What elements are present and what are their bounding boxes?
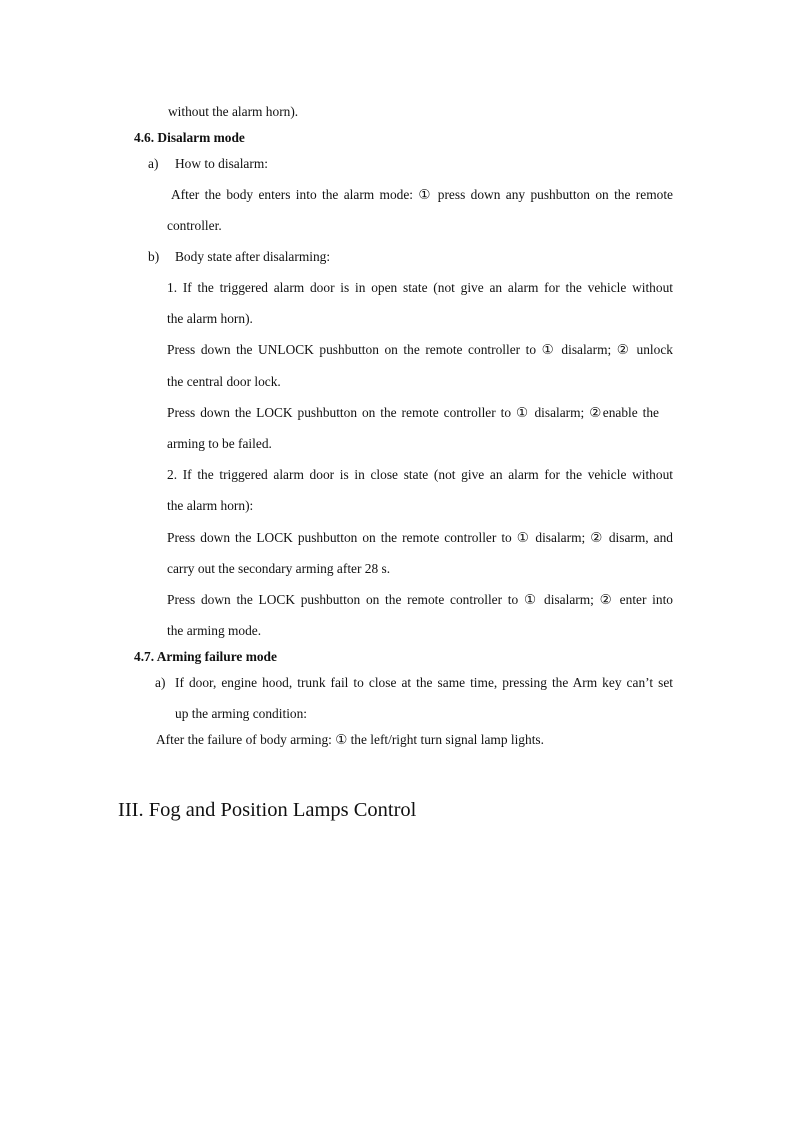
text-line: 1. If the triggered alarm door is in open state (not give an alarm for the vehicle without xyxy=(167,280,673,295)
text-line: Press down the UNLOCK pushbutton on the remote controller to ① disalarm; ② unlock xyxy=(167,342,673,357)
section-heading-4-6: 4.6. Disalarm mode xyxy=(134,130,245,145)
text-line: controller. xyxy=(167,218,222,233)
text-line: carry out the secondary arming after 28 s. xyxy=(167,561,391,576)
text-line: After the failure of body arming: ① the left/right turn signal lamp lights. xyxy=(156,732,544,747)
list-item-text: If door, engine hood, trunk fail to close at the same time, pressing the Arm key can’t set xyxy=(175,675,673,690)
list-item-b xyxy=(148,248,330,266)
text-line: the alarm horn). xyxy=(167,311,253,326)
text-line: the central door lock. xyxy=(167,374,281,389)
text-line: Press down the LOCK pushbutton on the remote controller to ① disalarm; ②enable the xyxy=(167,405,659,420)
text-line: Press down the LOCK pushbutton on the remote controller to ① disalarm; ② enter into xyxy=(167,592,673,607)
text-line: the arming mode. xyxy=(167,623,262,638)
section-heading-4-7: 4.7. Arming failure mode xyxy=(134,649,277,664)
list-marker: a) xyxy=(155,675,166,690)
text-line: 2. If the triggered alarm door is in close state (not give an alarm for the vehicle without xyxy=(167,467,673,482)
text-line: up the arming condition: xyxy=(175,706,308,721)
list-item-a xyxy=(148,155,268,173)
text-line: After the body enters into the alarm mode: ① press down any pushbutton on the remote xyxy=(171,187,673,202)
list-item-text: Body state after disalarming: xyxy=(175,249,331,264)
list-item-text: How to disalarm: xyxy=(175,156,268,171)
list-marker: a) xyxy=(148,156,159,171)
list-item-a-arming xyxy=(155,674,673,692)
text-line: without the alarm horn). xyxy=(168,104,299,119)
chapter-heading: III. Fog and Position Lamps Control xyxy=(118,799,417,821)
text-line: Press down the LOCK pushbutton on the remote controller to ① disalarm; ② disarm, and xyxy=(167,530,673,545)
list-marker: b) xyxy=(148,249,160,264)
text-line: the alarm horn): xyxy=(167,498,254,513)
text-line: arming to be failed. xyxy=(167,436,272,451)
